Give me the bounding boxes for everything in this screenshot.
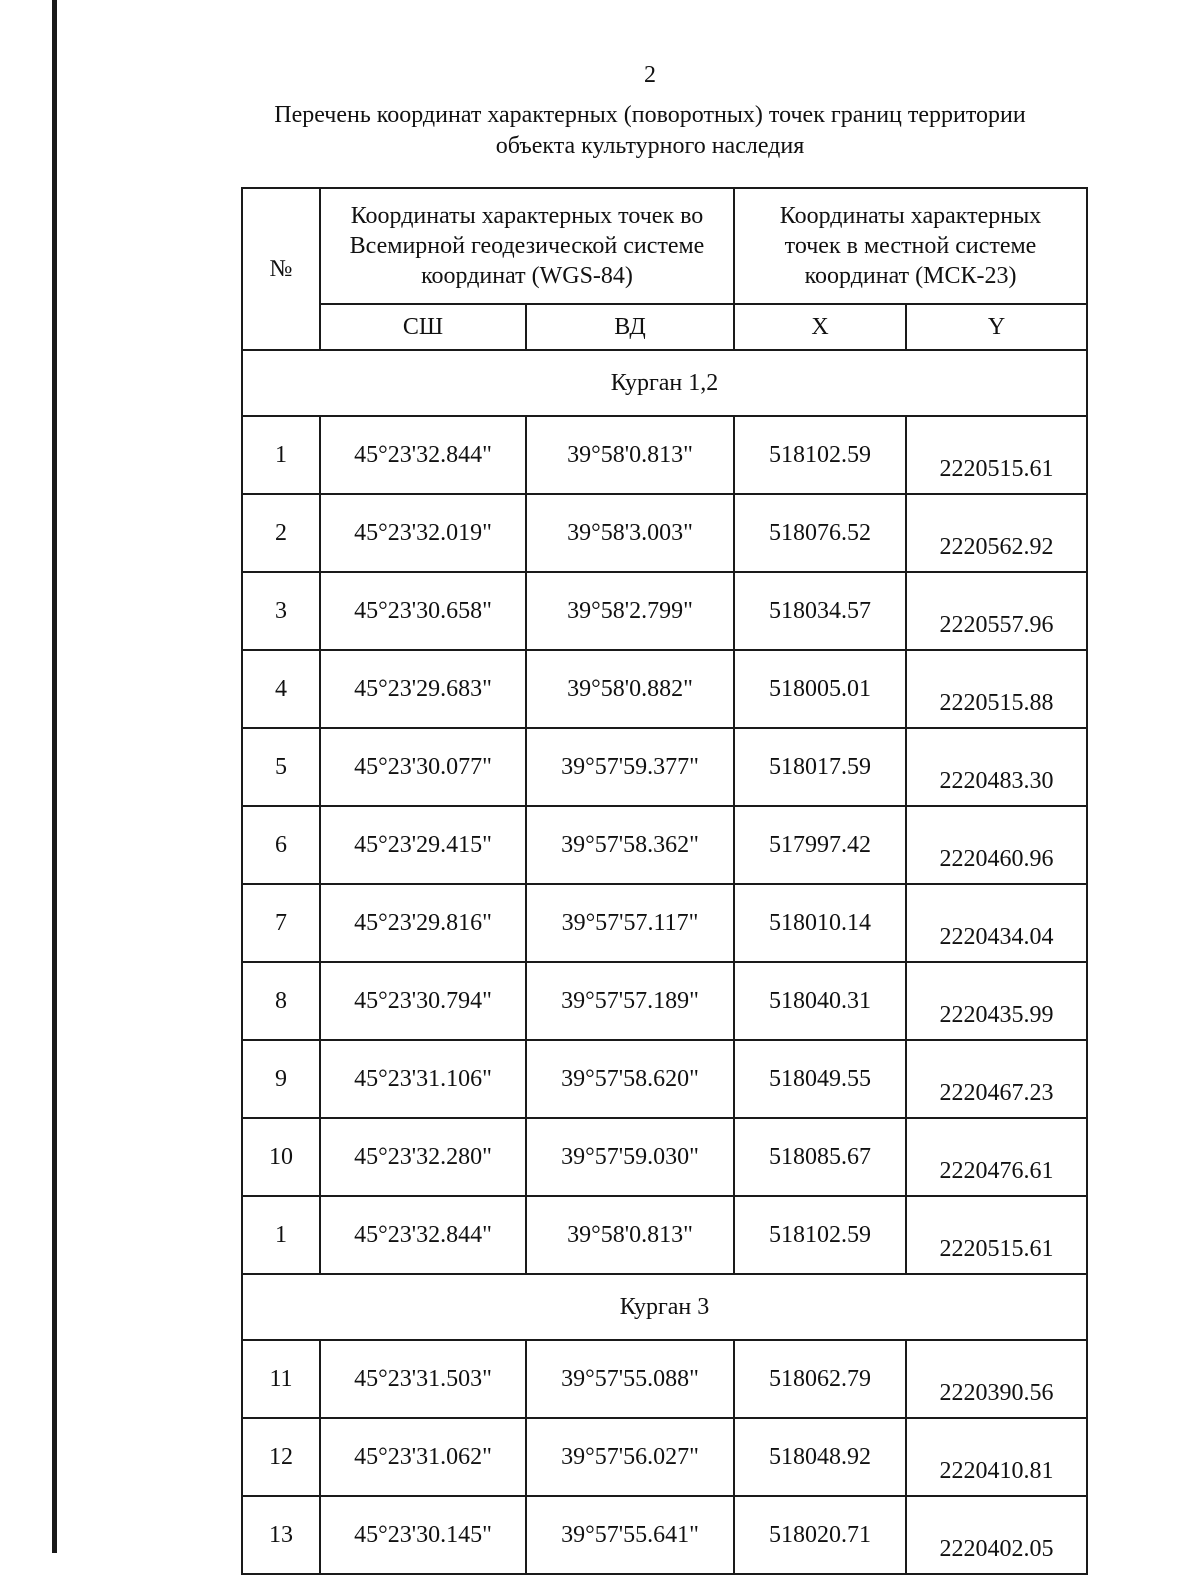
page-number: 2 xyxy=(644,62,656,88)
point-number-cell: 13 xyxy=(242,1496,320,1574)
x-column-header: X xyxy=(734,304,906,350)
y-coordinate-cell: 2220483.30 xyxy=(906,728,1087,806)
point-number-cell: 7 xyxy=(242,884,320,962)
point-number-cell: 9 xyxy=(242,1040,320,1118)
table-row xyxy=(242,1496,1087,1574)
x-coordinate-cell: 518034.57 xyxy=(734,572,906,650)
longitude-cell: 39°57'55.641" xyxy=(526,1496,734,1574)
table-header xyxy=(242,188,1087,350)
table-row xyxy=(242,728,1087,806)
wgs84-group-header xyxy=(320,188,734,304)
number-column-header: № xyxy=(242,188,320,350)
y-coordinate-cell: 2220557.96 xyxy=(906,572,1087,650)
y-column-header: Y xyxy=(906,304,1087,350)
scan-edge-line xyxy=(52,0,57,1553)
x-coordinate-cell: 518085.67 xyxy=(734,1118,906,1196)
table-row xyxy=(242,1040,1087,1118)
point-number-cell: 1 xyxy=(242,416,320,494)
x-coordinate-cell: 518040.31 xyxy=(734,962,906,1040)
point-number-cell: 6 xyxy=(242,806,320,884)
latitude-cell: 45°23'32.280" xyxy=(320,1118,526,1196)
y-coordinate-cell: 2220476.61 xyxy=(906,1118,1087,1196)
section-row xyxy=(242,350,1087,416)
latitude-cell: 45°23'31.062" xyxy=(320,1418,526,1496)
y-coordinate-cell: 2220435.99 xyxy=(906,962,1087,1040)
x-coordinate-cell: 518049.55 xyxy=(734,1040,906,1118)
wgs84-header-line-1: Координаты характерных точек во xyxy=(350,203,704,229)
longitude-cell: 39°57'58.620" xyxy=(526,1040,734,1118)
table-row xyxy=(242,962,1087,1040)
y-coordinate-cell: 2220515.88 xyxy=(906,650,1087,728)
msk23-header-line-3: координат (МСК-23) xyxy=(804,263,1017,289)
longitude-cell: 39°57'56.027" xyxy=(526,1418,734,1496)
latitude-cell: 45°23'29.683" xyxy=(320,650,526,728)
msk23-header-line-2: точек в местной системе xyxy=(784,233,1037,259)
latitude-cell: 45°23'29.415" xyxy=(320,806,526,884)
x-coordinate-cell: 518020.71 xyxy=(734,1496,906,1574)
x-coordinate-cell: 518017.59 xyxy=(734,728,906,806)
section-title: Курган 3 xyxy=(242,1274,1087,1340)
latitude-cell: 45°23'30.658" xyxy=(320,572,526,650)
longitude-cell: 39°58'3.003" xyxy=(526,494,734,572)
point-number-cell: 1 xyxy=(242,1196,320,1274)
x-coordinate-cell: 518076.52 xyxy=(734,494,906,572)
y-coordinate-cell: 2220467.23 xyxy=(906,1040,1087,1118)
table-row xyxy=(242,416,1087,494)
x-coordinate-cell: 517997.42 xyxy=(734,806,906,884)
point-number-cell: 4 xyxy=(242,650,320,728)
point-number-cell: 12 xyxy=(242,1418,320,1496)
msk23-group-header xyxy=(734,188,1087,304)
x-coordinate-cell: 518010.14 xyxy=(734,884,906,962)
latitude-cell: 45°23'30.794" xyxy=(320,962,526,1040)
table-row xyxy=(242,1118,1087,1196)
table-row xyxy=(242,1340,1087,1418)
latitude-cell: 45°23'30.077" xyxy=(320,728,526,806)
x-coordinate-cell: 518102.59 xyxy=(734,416,906,494)
longitude-cell: 39°58'0.813" xyxy=(526,416,734,494)
latitude-cell: 45°23'31.503" xyxy=(320,1340,526,1418)
longitude-cell: 39°57'57.189" xyxy=(526,962,734,1040)
document-title xyxy=(230,100,1070,162)
section-row xyxy=(242,1274,1087,1340)
point-number-cell: 5 xyxy=(242,728,320,806)
section-title: Курган 1,2 xyxy=(242,350,1087,416)
latitude-column-header: СШ xyxy=(320,304,526,350)
y-coordinate-cell: 2220402.05 xyxy=(906,1496,1087,1574)
latitude-cell: 45°23'32.844" xyxy=(320,416,526,494)
longitude-cell: 39°57'59.030" xyxy=(526,1118,734,1196)
document-title-line-1: Перечень координат характерных (поворотных) точек границ территории xyxy=(274,102,1026,128)
table-row xyxy=(242,884,1087,962)
y-coordinate-cell: 2220515.61 xyxy=(906,416,1087,494)
longitude-cell: 39°57'58.362" xyxy=(526,806,734,884)
latitude-cell: 45°23'31.106" xyxy=(320,1040,526,1118)
latitude-cell: 45°23'32.844" xyxy=(320,1196,526,1274)
table-row xyxy=(242,1196,1087,1274)
point-number-cell: 10 xyxy=(242,1118,320,1196)
y-coordinate-cell: 2220410.81 xyxy=(906,1418,1087,1496)
table-row xyxy=(242,572,1087,650)
point-number-cell: 11 xyxy=(242,1340,320,1418)
longitude-cell: 39°58'2.799" xyxy=(526,572,734,650)
msk23-header-line-1: Координаты характерных xyxy=(779,203,1042,229)
wgs84-header-line-3: координат (WGS-84) xyxy=(421,263,633,289)
point-number-cell: 3 xyxy=(242,572,320,650)
coordinates-table xyxy=(241,187,1088,1575)
longitude-column-header: ВД xyxy=(526,304,734,350)
point-number-cell: 8 xyxy=(242,962,320,1040)
y-coordinate-cell: 2220515.61 xyxy=(906,1196,1087,1274)
y-coordinate-cell: 2220434.04 xyxy=(906,884,1087,962)
longitude-cell: 39°58'0.882" xyxy=(526,650,734,728)
x-coordinate-cell: 518102.59 xyxy=(734,1196,906,1274)
y-coordinate-cell: 2220460.96 xyxy=(906,806,1087,884)
table-body xyxy=(242,350,1087,1574)
longitude-cell: 39°57'55.088" xyxy=(526,1340,734,1418)
document-title-line-2: объекта культурного наследия xyxy=(495,133,805,159)
latitude-cell: 45°23'30.145" xyxy=(320,1496,526,1574)
x-coordinate-cell: 518005.01 xyxy=(734,650,906,728)
x-coordinate-cell: 518048.92 xyxy=(734,1418,906,1496)
y-coordinate-cell: 2220390.56 xyxy=(906,1340,1087,1418)
latitude-cell: 45°23'32.019" xyxy=(320,494,526,572)
table-row xyxy=(242,1418,1087,1496)
latitude-cell: 45°23'29.816" xyxy=(320,884,526,962)
wgs84-header-line-2: Всемирной геодезической системе xyxy=(349,233,705,259)
table-row xyxy=(242,650,1087,728)
longitude-cell: 39°58'0.813" xyxy=(526,1196,734,1274)
table-row xyxy=(242,806,1087,884)
longitude-cell: 39°57'59.377" xyxy=(526,728,734,806)
point-number-cell: 2 xyxy=(242,494,320,572)
y-coordinate-cell: 2220562.92 xyxy=(906,494,1087,572)
x-coordinate-cell: 518062.79 xyxy=(734,1340,906,1418)
longitude-cell: 39°57'57.117" xyxy=(526,884,734,962)
table-row xyxy=(242,494,1087,572)
